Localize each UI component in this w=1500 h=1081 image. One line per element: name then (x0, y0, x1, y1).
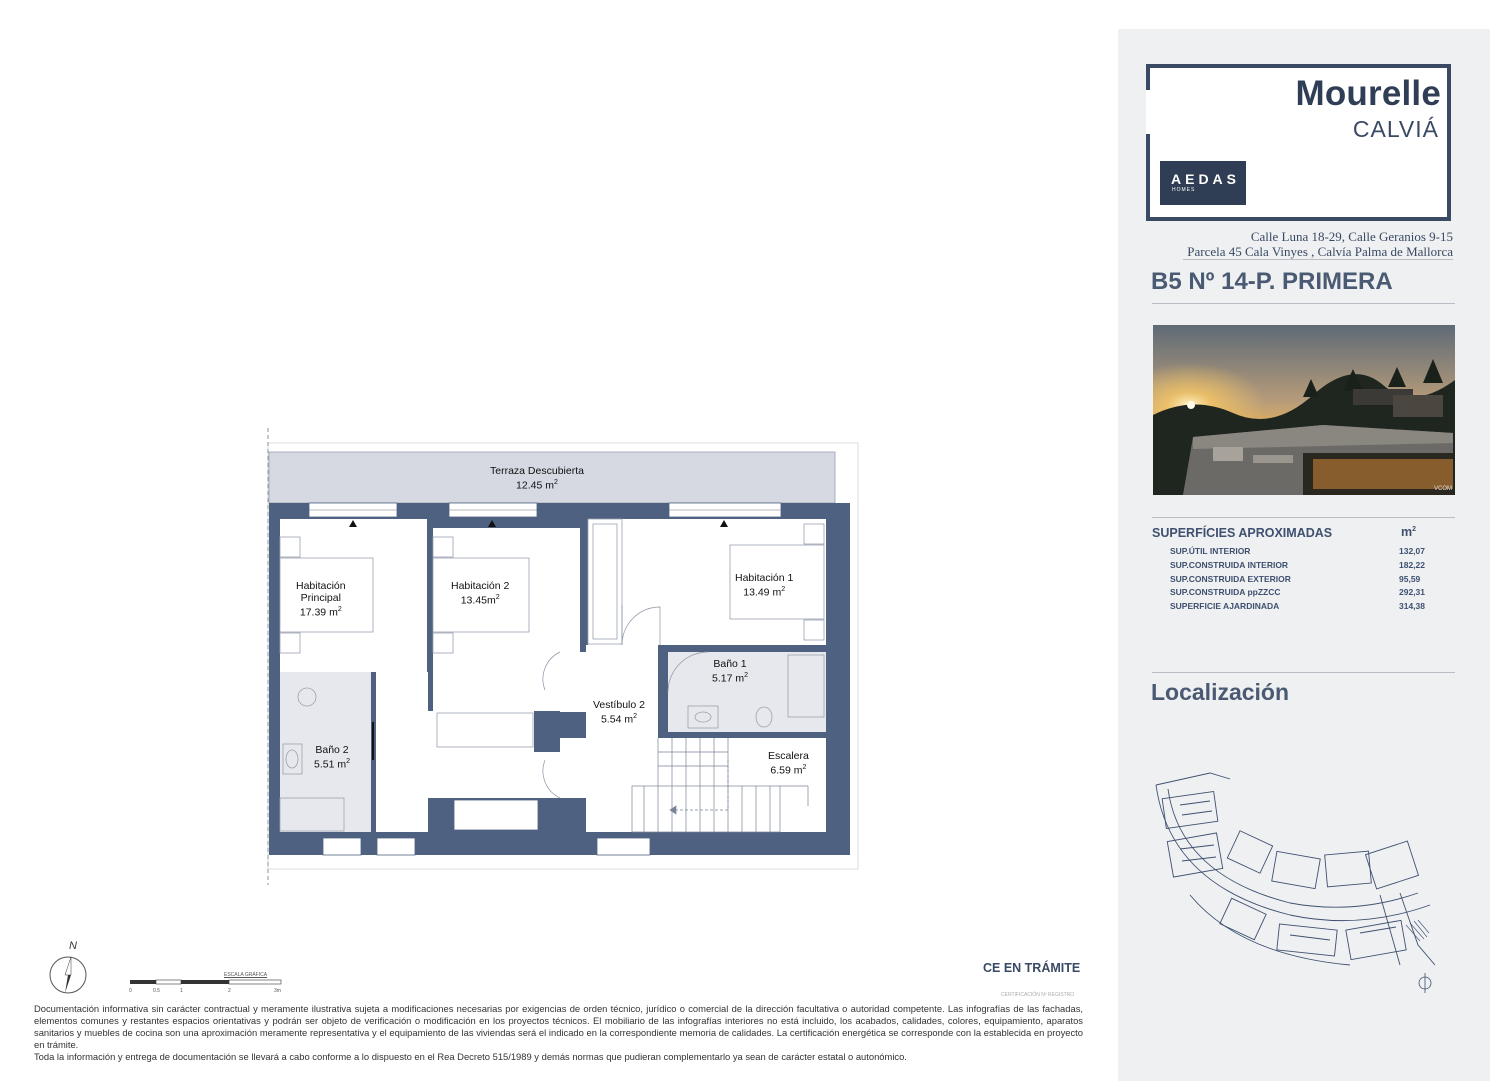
room-bano2 (314, 744, 350, 771)
developer-logo (1160, 161, 1246, 205)
scale-tick: 0.5 (153, 988, 160, 994)
compass-icon (47, 940, 91, 996)
surface-label: SUP.CONSTRUIDA ppZZCC (1170, 587, 1281, 597)
room-name: Habitación 1 (735, 572, 794, 584)
room-hab-principal (296, 580, 346, 619)
brand-logo (1146, 64, 1451, 221)
room-area: 5.54 $m^2$ (600, 713, 637, 726)
address-line-1: Calle Luna 18-29, Calle Geranios 9-15 (1250, 229, 1453, 244)
room-area: 12.45 $m^2$ (516, 479, 558, 492)
address-line-2: Parcela 45 Cala Vinyes , Calvía Palma de Mallorca (1187, 244, 1453, 259)
surface-label: SUP.CONSTRUIDA INTERIOR (1170, 560, 1289, 570)
room-bano1 (712, 658, 748, 685)
surface-value: 182,22 (1399, 560, 1425, 570)
room-name: Vestíbulo 2 (593, 699, 645, 711)
render-photo (1153, 325, 1455, 495)
surface-value: 132,07 (1399, 546, 1425, 556)
room-area: 6.59 $m^2$ (770, 764, 807, 777)
surface-value: 292,31 (1399, 587, 1425, 597)
scale-tick: 3m (274, 988, 281, 994)
room-name: Terraza Descubierta (490, 465, 584, 477)
location-map (1150, 765, 1460, 995)
disclaimer-text-2: Toda la información y entrega de documentación se llevará a cabo conforme a lo dispuesto en el Rea Decreto 515/1989 y demás normas que pudieran complementarlo ya sean de carácter estatal o autonómico. (34, 1051, 907, 1063)
surfaces-unit: $m^2$ (1401, 525, 1417, 539)
room-name: Habitación (296, 580, 346, 592)
location-title: Localización (1151, 679, 1290, 705)
room-name: Habitación 2 (451, 580, 510, 592)
surface-value: 95,59 (1399, 574, 1421, 584)
divider (1152, 672, 1455, 673)
scale-tick: 0 (129, 988, 132, 994)
room-hab1 (735, 572, 793, 599)
room-name: Principal (300, 592, 341, 604)
divider (1152, 303, 1455, 304)
room-name: Baño 1 (713, 658, 747, 670)
brand-name: Mourelle (1295, 74, 1441, 113)
room-name: Escalera (768, 750, 809, 762)
surface-label: SUPERFICIE AJARDINADA (1170, 601, 1280, 611)
surfaces-title: SUPERFÍCIES APROXIMADAS (1152, 526, 1333, 540)
cert-registry-label: CERTIFICACIÓN Nº REGISTRO (1001, 992, 1075, 998)
room-escalera (768, 750, 809, 777)
room-area: 13.49 $m^2$ (743, 586, 786, 599)
surface-label: SUP.ÚTIL INTERIOR (1170, 546, 1251, 556)
room-vestibulo (593, 699, 645, 726)
room-area: $13.45m^2$ (460, 594, 500, 607)
brand-place: CALVIÁ (1352, 116, 1439, 142)
disclaimer (34, 1003, 1083, 1063)
divider (1183, 259, 1453, 260)
divider (1152, 517, 1455, 518)
scale-bar (128, 972, 288, 996)
room-terraza (490, 465, 584, 492)
room-area: 5.51 $m^2$ (314, 758, 351, 771)
scale-tick: 1 (180, 988, 183, 994)
surface-value: 314,38 (1399, 601, 1425, 611)
developer-name: AEDAS (1171, 171, 1241, 187)
room-hab2 (451, 580, 509, 607)
room-area: 17.39 $m^2$ (299, 606, 342, 619)
room-area: 5.17 $m^2$ (712, 672, 749, 685)
photo-credit: VCOM (1434, 486, 1452, 492)
scale-title: ESCALA GRÁFICA (224, 972, 268, 978)
scale-tick: 2 (228, 988, 231, 994)
compass-letter: N (69, 940, 77, 952)
energy-cert-status: CE EN TRÁMITE (983, 961, 1081, 975)
unit-title: B5 Nº 14-P. PRIMERA (1151, 268, 1393, 295)
developer-sub: HOMES (1172, 187, 1196, 193)
room-name: Baño 2 (315, 744, 349, 756)
surface-label: SUP.CONSTRUIDA EXTERIOR (1170, 574, 1291, 584)
disclaimer-text: Documentación informativa sin carácter contractual y meramente ilustrativa sujeta a modificaciones necesarias por exigencias de orden técnico, jurídico o comercial de la dirección facultativa o autoridad competente. Las infografías de las fachadas, elementos comunes y restantes espacios orientativas y podrán ser objeto de verificación o modificación en los proyectos técnicos. El mobiliario de las infografías interiores no está incluido, los acabados, calidades, colores, equipamiento, aparatos sanitarios y muebles de cocina son una aproximación meramente representativa y el equipamiento de las viviendas será el indicado en la correspondiente memoria de calidades. La certificación energética se corresponde con la establecida en proyecto en trámite. (34, 1003, 1083, 1051)
